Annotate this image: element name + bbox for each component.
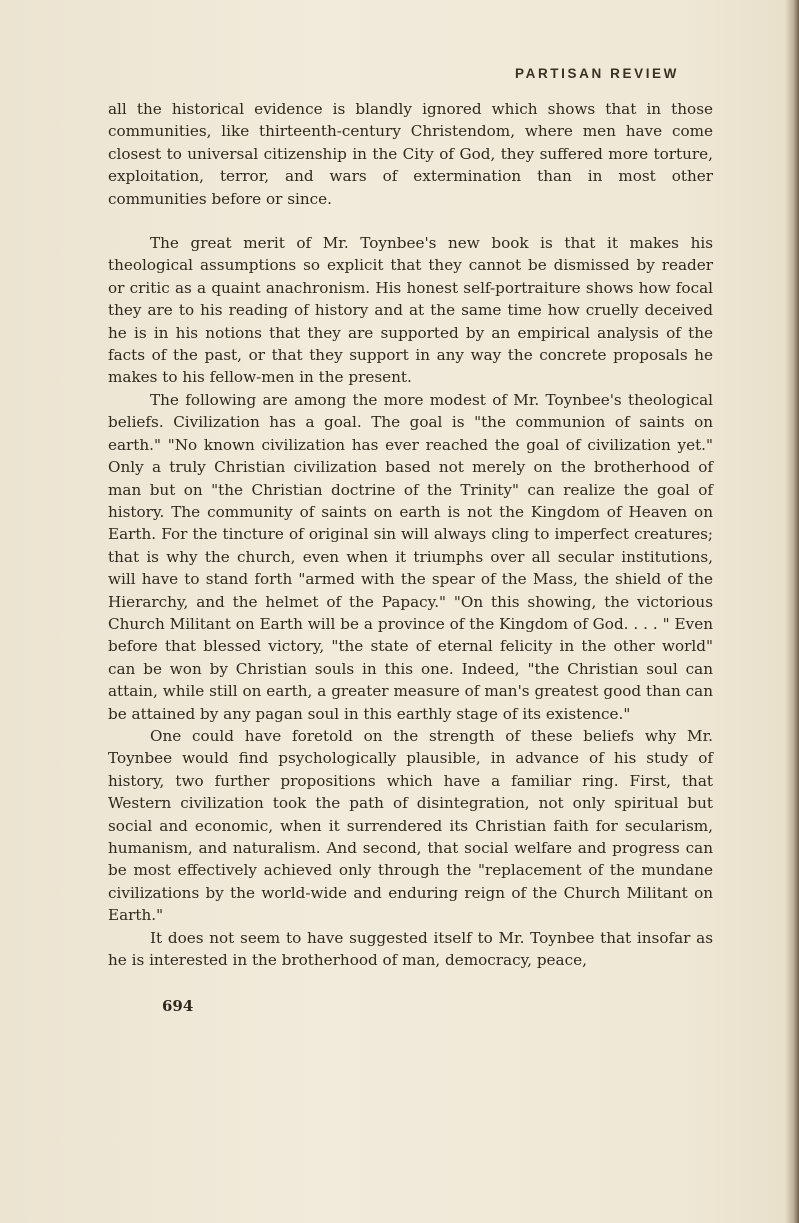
section-break: [108, 210, 713, 232]
paragraph: The great merit of Mr. Toynbee's new book is that it makes his theological assumptions so explicit that they cannot be dismissed by reader or critic as a quaint anachronism. His honest self-portraiture shows how focal they are to his reading of history and at the same time how cruelly deceived he is in his notions that they are supported by an empirical analysis of the facts of the past, or that they support in any way the concrete proposals he makes to his fellow-men in the present.: [108, 234, 713, 387]
paragraph: The following are among the more modest of Mr. Toynbee's theological beliefs. Civilization has a goal. The goal is "the communion of saints on earth." "No known civilization has ever reached the goal of civilization yet." Only a truly Christian civilization based not merely on the brotherhood of man but on "the Christian doctrine of the Trinity" can realize the goal of history. The community of saints on earth is not the Kingdom of Heaven on Earth. For the tincture of original sin will always cling to imperfect creatures; that is why the church, even when it triumphs over all secular institutions, will have to stand forth "armed with the spear of the Mass, the shield of the Hierarchy, and the helmet of the Papacy." "On this showing, the victorious Church Militant on Earth will be a province of the Kingdom of God. . . . " Even before that blessed victory, "the state of eternal felicity in the other world" can be won by Christian souls in this one. Indeed, "the Christian soul can attain, while still on earth, a greater measure of man's greatest good than can be attained by any pagan soul in this earthly stage of its existence.": [108, 390, 713, 723]
page-number: 694: [162, 997, 194, 1015]
running-head: PARTISAN REVIEW: [515, 66, 680, 81]
paragraph: It does not seem to have suggested itself to Mr. Toynbee that insofar as he is interested in the brotherhood of man, democracy, peace,: [108, 928, 713, 970]
paragraph-continuation: all the historical evidence is blandly ignored which shows that in those communities, like thirteenth-century Christendom, where men have come closest to universal citizenship in the City of God, they suffered more torture, exploitation, terror, and wars of extermination than in most other communities before or since.: [108, 100, 713, 208]
page-spine-shadow: [785, 0, 799, 1223]
paragraph: One could have foretold on the strength of these beliefs why Mr. Toynbee would find psychologically plausible, in advance of his study of history, two further propositions which have a familiar ring. First, that Western civilization took the path of disintegration, not only spiritual but social and economic, when it surrendered its Christian faith for secularism, humanism, and naturalism. And second, that social welfare and progress can be most effectively achieved only through the "replacement of the mundane civilizations by the world-wide and enduring reign of the Church Militant on Earth.": [108, 726, 713, 925]
body-text: [108, 98, 713, 971]
